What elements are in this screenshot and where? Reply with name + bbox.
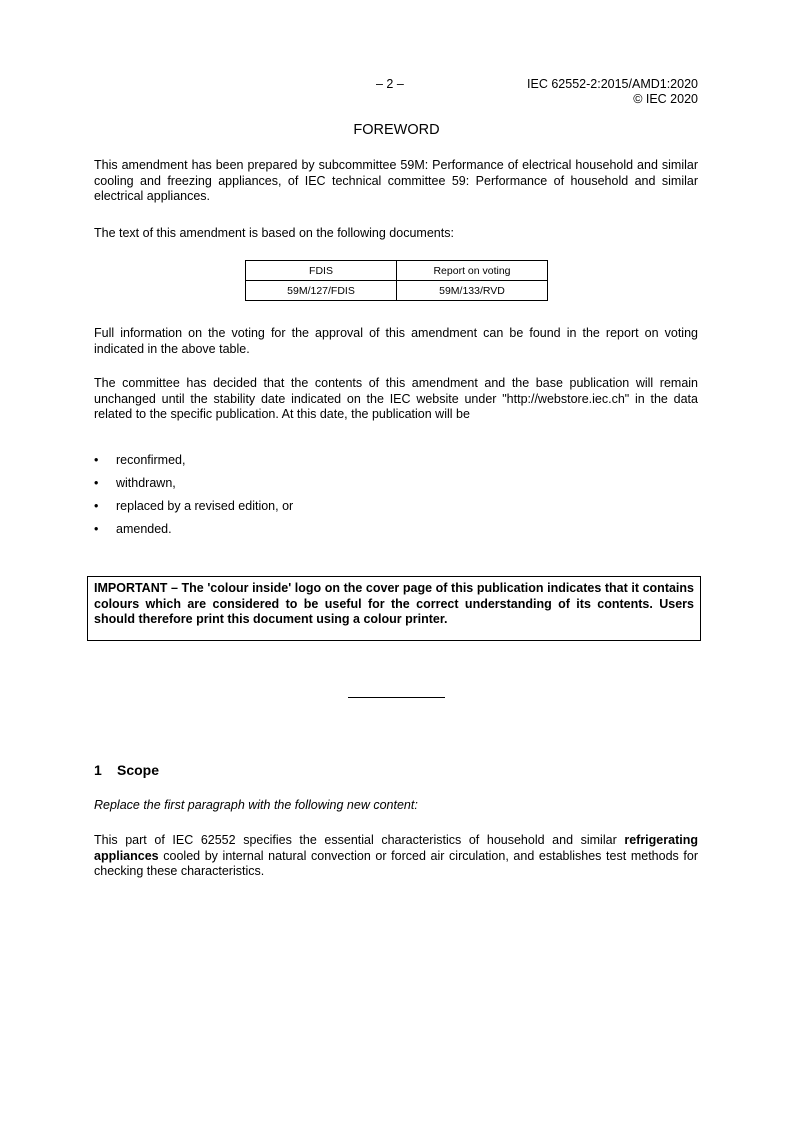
table-cell-fdis: 59M/127/FDIS [246,281,397,301]
bullet-icon: • [94,453,99,467]
foreword-paragraph-4: The committee has decided that the contents of this amendment and the base publication will remain unchanged until the stability date indicated on the IEC website under "http://webstore.iec.ch" in the data related to the specific publication. At this date, the publication will be [94,376,698,421]
list-item: • amended. [94,522,172,536]
foreword-paragraph-2: The text of this amendment is based on the following documents: [94,226,454,240]
list-item: • replaced by a revised edition, or [94,499,294,513]
foreword-title: FOREWORD [353,122,440,138]
amendment-instruction: Replace the first paragraph with the following new content: [94,798,418,812]
defined-term: refrigerating appliances [94,833,698,863]
table-row [246,281,548,301]
foreword-paragraph-3: Full information on the voting for the approval of this amendment can be found in the report on voting indicated in the above table. [94,326,698,356]
page-number: – 2 – [376,77,404,91]
scope-text-before: This part of IEC 62552 specifies the essential characteristics of household and similar [94,833,617,847]
document-id: IEC 62552-2:2015/AMD1:2020 [527,77,698,91]
section-divider [348,697,445,698]
table-header-report: Report on voting [397,261,548,281]
important-notice-text: IMPORTANT – The 'colour inside' logo on the cover page of this publication indicates that it contains colours which are considered to be useful for the correct understanding of its contents. Users should therefore print this document using a colour printer. [94,581,694,626]
scope-paragraph [94,833,698,880]
scope-text-after: cooled by internal natural convection or forced air circulation, and establishes test methods for checking these characteristics. [94,848,698,878]
list-item: • reconfirmed, [94,453,186,467]
list-item: • withdrawn, [94,476,176,490]
bullet-icon: • [94,499,99,513]
bullet-icon: • [94,476,99,490]
section-title: Scope [117,762,160,778]
table-header-fdis: FDIS [246,261,397,281]
foreword-paragraph-1: This amendment has been prepared by subcommittee 59M: Performance of electrical household and similar cooling and freezing appliances, of IEC technical committee 59: Performance of household and similar electrical appliances. [94,158,698,203]
copyright-notice: © IEC 2020 [633,92,698,106]
important-notice-box [87,576,701,641]
table-header-row [246,261,548,281]
bullet-icon: • [94,522,99,536]
section-number: 1 [94,762,102,778]
table-cell-rvd: 59M/133/RVD [397,281,548,301]
voting-documents-table [245,260,548,301]
